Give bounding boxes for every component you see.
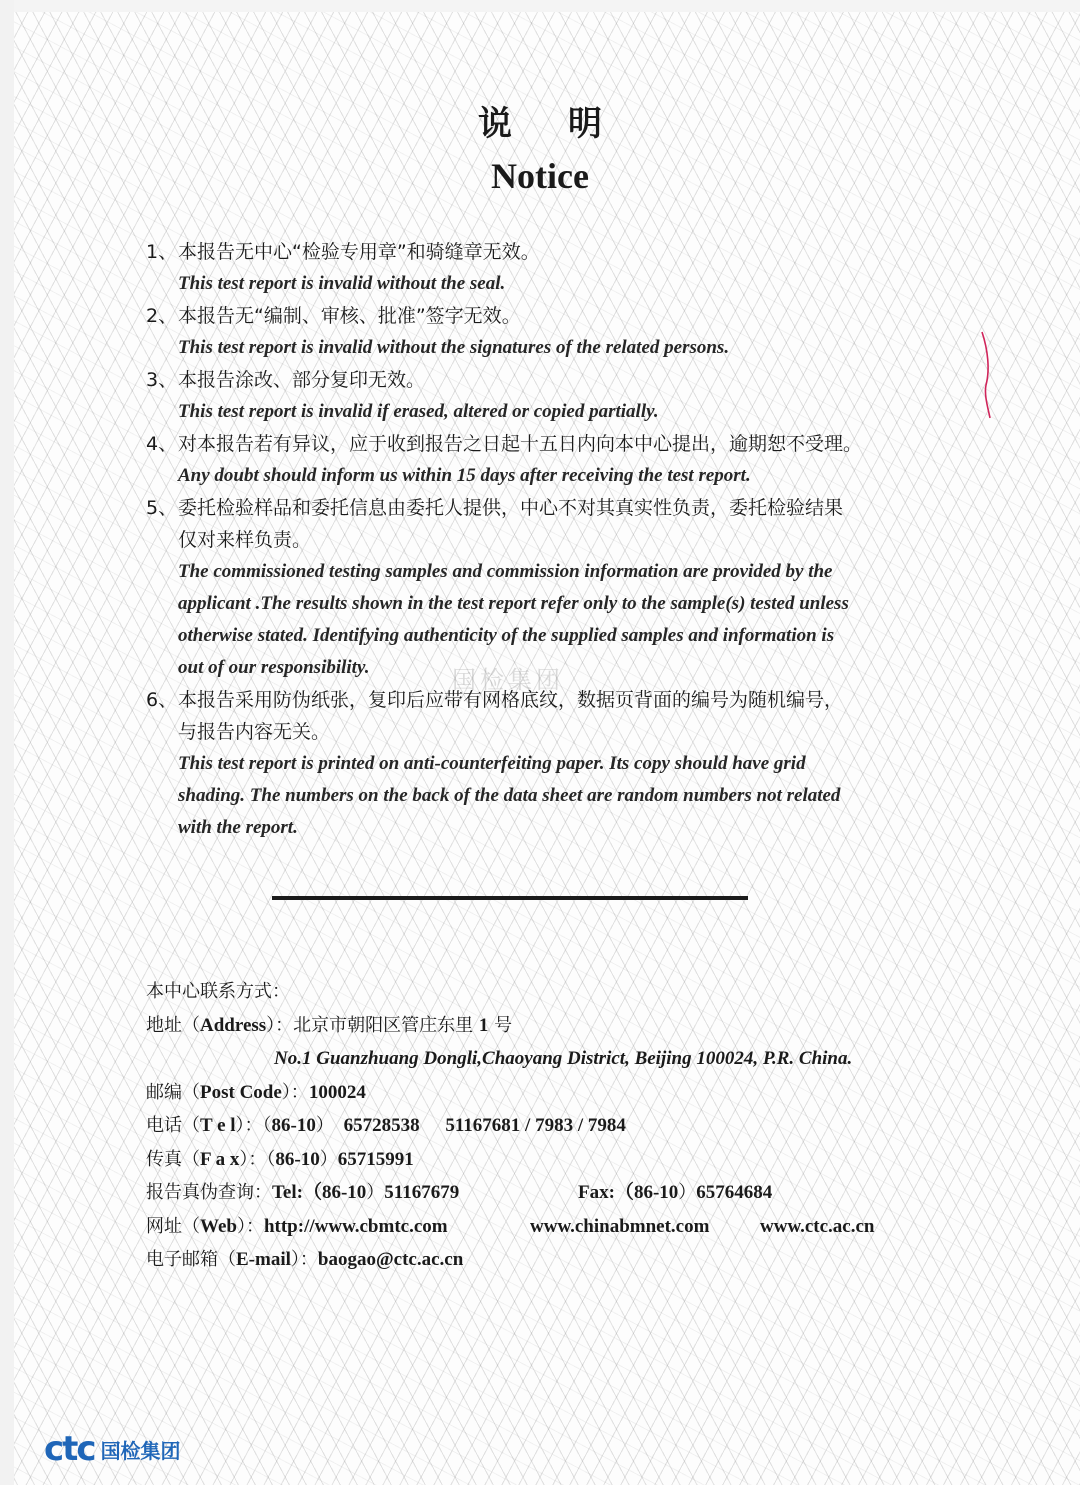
post-code-line	[146, 1076, 946, 1110]
notice-list	[146, 236, 936, 844]
tel-label-en: T e l	[200, 1115, 236, 1136]
fax-area-close: ）	[319, 1148, 338, 1170]
scan-edge-top	[0, 0, 1080, 12]
verification-line	[146, 1176, 946, 1210]
notice-zh-line	[146, 300, 936, 332]
tel-area-close: ）	[315, 1115, 334, 1136]
notice-zh-text: 与报告内容无关。	[178, 721, 331, 743]
notice-en-text: out of our responsibility.	[178, 657, 370, 678]
post-label-en: Post Code	[200, 1081, 282, 1103]
verify-tel-close: ）	[366, 1182, 385, 1203]
fax-label-en: F a x	[200, 1148, 240, 1170]
verify-fax-number: 65764684	[696, 1182, 773, 1203]
notice-en-text: with the report.	[178, 817, 298, 838]
notice-zh-text: 委托检验样品和委托信息由委托人提供，中心不对其真实性负责，委托检验结果	[178, 497, 844, 519]
scan-edge-left	[0, 0, 14, 1485]
fax-area-code: 86-10	[275, 1148, 320, 1170]
verify-fax-close: ）	[678, 1182, 697, 1203]
website-line	[146, 1210, 946, 1244]
website-link-2[interactable]: www.chinabmnet.com	[530, 1215, 710, 1237]
notice-zh-text: 本报告无中心“检验专用章”和骑缝章无效。	[178, 241, 540, 263]
email-label-zh: 电子邮箱（	[146, 1249, 236, 1270]
notice-en-text: otherwise stated. Identifying authenticity of the supplied samples and information is	[178, 625, 835, 646]
notice-en-text: This test report is invalid if erased, altered or copied partially.	[178, 401, 659, 422]
verify-fax	[578, 1176, 772, 1210]
notice-en-text: applicant .The results shown in the test report refer only to the sample(s) tested unless	[178, 593, 849, 614]
notice-number: 4、	[146, 433, 178, 455]
email-label-end: ）：	[290, 1249, 318, 1270]
notice-zh-line	[146, 236, 936, 268]
web-label-end: ）：	[236, 1215, 264, 1237]
verify-tel-number: 51167679	[384, 1182, 460, 1203]
section-divider	[272, 896, 748, 900]
notice-zh-line	[146, 492, 936, 524]
notice-item	[146, 492, 936, 684]
notice-zh-line	[146, 364, 936, 396]
notice-en-text: Any doubt should inform us within 15 days after receiving the test report.	[178, 465, 751, 486]
tel-number-1: 65728538	[343, 1115, 420, 1136]
verify-tel-area: 86-10	[321, 1182, 367, 1203]
contact-heading: 本中心联系方式：	[146, 981, 290, 1002]
notice-number: 2、	[146, 305, 178, 327]
address-english: No.1 Guanzhuang Dongli,Chaoyang District, Beijing 100024, P.R. China.	[274, 1048, 853, 1069]
notice-en-text: This test report is invalid without the seal.	[178, 273, 506, 294]
post-label-zh: 邮编（	[146, 1081, 200, 1103]
tel-area-code: 86-10	[271, 1115, 316, 1136]
ctc-logo-mark: ctc	[44, 1429, 95, 1469]
telephone-line	[146, 1109, 946, 1143]
email-line	[146, 1243, 946, 1277]
address-zh: ）：北京市朝阳区管庄东里	[266, 1014, 474, 1036]
web-label-en: Web	[200, 1215, 237, 1237]
notice-number: 6、	[146, 689, 178, 711]
notice-item	[146, 300, 936, 364]
fax-label-zh: 传真（	[146, 1148, 200, 1170]
red-pen-mark	[976, 330, 996, 420]
address-label-en: Address	[200, 1014, 267, 1036]
tel-label-end: ）：（	[235, 1115, 272, 1136]
address-suffix: 号	[494, 1014, 513, 1036]
post-label-end: ）：	[281, 1081, 309, 1103]
notice-zh-text: 本报告涂改、部分复印无效。	[178, 369, 426, 391]
notice-item	[146, 236, 936, 300]
notice-zh-text: 本报告无“编制、审核、批准”签字无效。	[178, 305, 521, 327]
verify-label: 报告真伪查询：	[146, 1182, 272, 1203]
tel-number-2: 51167681 / 7983 / 7984	[445, 1115, 626, 1136]
watermark: 国检集团	[452, 666, 564, 694]
notice-number: 5、	[146, 497, 178, 519]
notice-en-text: This test report is printed on anti-counterfeiting paper. Its copy should have grid	[178, 753, 806, 774]
page-title-english: Notice	[491, 156, 589, 196]
contact-section	[146, 975, 946, 1277]
notice-number: 3、	[146, 369, 178, 391]
notice-number: 1、	[146, 241, 178, 263]
address-line	[146, 1009, 946, 1043]
notice-zh-line	[146, 428, 936, 460]
email-label-en: E-mail	[236, 1249, 291, 1270]
verify-tel-label: Tel:（	[272, 1182, 322, 1203]
tel-label-zh: 电话（	[146, 1115, 200, 1136]
page-title-chinese: 说明	[478, 104, 658, 144]
notice-item	[146, 364, 936, 428]
verify-fax-area: 86-10	[633, 1182, 679, 1203]
address-label-zh: 地址（	[146, 1014, 200, 1036]
notice-en-text: The commissioned testing samples and commission information are provided by the	[178, 561, 833, 582]
notice-zh-text: 仅对来样负责。	[178, 529, 312, 551]
fax-line	[146, 1143, 946, 1177]
website-link-3[interactable]: www.ctc.ac.cn	[760, 1215, 875, 1237]
notice-item	[146, 684, 936, 844]
ctc-logo	[44, 1429, 181, 1469]
website-link-1[interactable]: http://www.cbmtc.com	[263, 1215, 448, 1237]
ctc-logo-text: 国检集团	[100, 1438, 181, 1463]
email-link[interactable]: baogao@ctc.ac.cn	[317, 1249, 464, 1270]
fax-label-end: ）：（	[239, 1148, 276, 1170]
post-code-value: 100024	[308, 1081, 366, 1103]
fax-number: 65715991	[337, 1148, 414, 1170]
notice-zh-text: 本报告采用防伪纸张，复印后应带有网格底纹，数据页背面的编号为随机编号，	[178, 689, 844, 711]
notice-zh-text: 对本报告若有异议，应于收到报告之日起十五日内向本中心提出，逾期恕不受理。	[178, 433, 863, 455]
web-label-zh: 网址（	[146, 1215, 200, 1237]
address-number: 1	[478, 1014, 489, 1036]
notice-item	[146, 428, 936, 492]
verify-fax-label: Fax:（	[578, 1182, 634, 1203]
notice-en-text: This test report is invalid without the signatures of the related persons.	[178, 337, 730, 358]
notice-en-text: shading. The numbers on the back of the data sheet are random numbers not related	[178, 785, 841, 806]
